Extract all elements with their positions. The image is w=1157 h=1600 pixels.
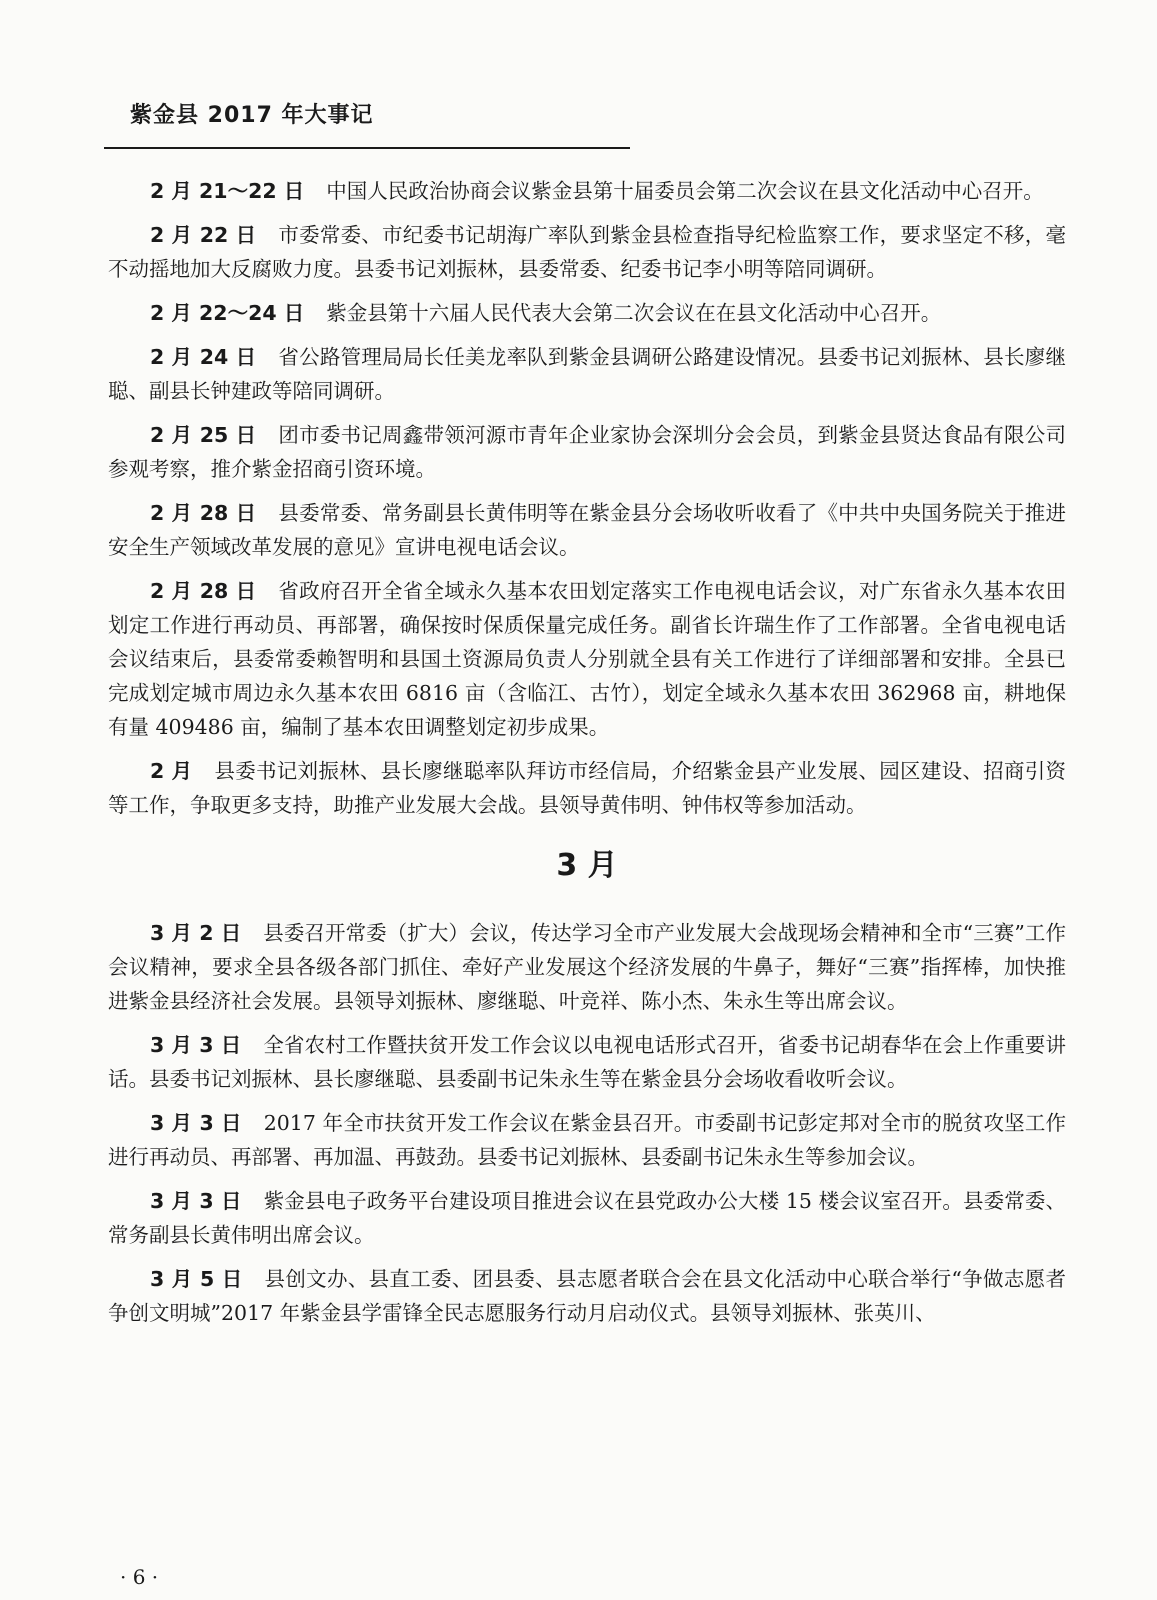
- entry: [108, 1028, 1066, 1096]
- running-header: 紫金县 2017 年大事记: [130, 103, 374, 128]
- entry-text: 县委书记刘振林、县长廖继聪率队拜访市经信局，介绍紫金县产业发展、园区建设、招商引资等工作，争取更多支持，助推产业发展大会战。县领导黄伟明、钟伟权等参加活动。: [108, 759, 1066, 817]
- entry-date: 2 月 24 日: [150, 345, 257, 369]
- entry-text: 县委常委、常务副县长黄伟明等在紫金县分会场收听收看了《中共中央国务院关于推进安全生产领域改革发展的意见》宣讲电视电话会议。: [108, 501, 1067, 559]
- entry: [108, 1262, 1066, 1330]
- page-content: [108, 174, 1066, 1340]
- entry-text: 省政府召开全省全域永久基本农田划定落实工作电视电话会议，对广东省永久基本农田划定工作进行再动员、再部署，确保按时保质保量完成任务。副省长许瑞生作了工作部署。全省电视电话会议结束后，县委常委赖智明和县国土资源局负责人分别就全县有关工作进行了详细部署和安排。全县已完成划定城市周边永久基本农田 6816 亩（含临江、古竹），划定全域永久基本农田 362968 亩，耕地保有量 409486 亩，编制了基本农田调整划定初步成果。: [108, 579, 1067, 739]
- entry: [108, 916, 1066, 1018]
- entry-text: 中国人民政治协商会议紫金县第十届委员会第二次会议在县文化活动中心召开。: [326, 179, 1044, 203]
- entry: [108, 1106, 1066, 1174]
- entry-text: 紫金县第十六届人民代表大会第二次会议在在县文化活动中心召开。: [326, 301, 942, 325]
- entry-date: 2 月 22～24 日: [150, 301, 305, 325]
- entry: [108, 218, 1066, 286]
- entry-date: 3 月 3 日: [150, 1189, 242, 1213]
- header-rule: [104, 147, 630, 149]
- entry-date: 3 月 3 日: [150, 1111, 242, 1135]
- entry-date: 3 月 2 日: [150, 921, 242, 945]
- entry-text: 省公路管理局局长任美龙率队到紫金县调研公路建设情况。县委书记刘振林、县长廖继聪、副县长钟建政等陪同调研。: [108, 345, 1067, 403]
- entry-date: 3 月 5 日: [150, 1267, 243, 1291]
- entry-text: 紫金县电子政务平台建设项目推进会议在县党政办公大楼 15 楼会议室召开。县委常委、常务副县长黄伟明出席会议。: [108, 1189, 1066, 1247]
- entry-date: 2 月 22 日: [150, 223, 257, 247]
- entry: [108, 340, 1066, 408]
- entry-text: 县委召开常委（扩大）会议，传达学习全市产业发展大会战现场会精神和全市“三赛”工作会议精神，要求全县各级各部门抓住、牵好产业发展这个经济发展的牛鼻子，舞好“三赛”指挥棒，加快推进紫金县经济社会发展。县领导刘振林、廖继聪、叶竞祥、陈小杰、朱永生等出席会议。: [108, 921, 1066, 1013]
- entry-date: 2 月 28 日: [150, 501, 257, 525]
- entry-text: 2017 年全市扶贫开发工作会议在紫金县召开。市委副书记彭定邦对全市的脱贫攻坚工作进行再动员、再部署、再加温、再鼓劲。县委书记刘振林、县委副书记朱永生等参加会议。: [108, 1111, 1066, 1169]
- entry: [108, 174, 1066, 208]
- section-title-march: 3 月: [556, 848, 618, 883]
- entry-date: 2 月 28 日: [150, 579, 257, 603]
- entry-date: 3 月 3 日: [150, 1033, 242, 1057]
- entry: [108, 496, 1066, 564]
- entry: [108, 574, 1066, 744]
- entry-date: 2 月 21～22 日: [150, 179, 305, 203]
- entry-text: 全省农村工作暨扶贫开发工作会议以电视电话形式召开，省委书记胡春华在会上作重要讲话。县委书记刘振林、县长廖继聪、县委副书记朱永生等在紫金县分会场收看收听会议。: [108, 1033, 1066, 1091]
- entry: [108, 754, 1066, 822]
- page-number: · 6 ·: [120, 1565, 159, 1589]
- entry: [108, 418, 1066, 486]
- entry: [108, 1184, 1066, 1252]
- entry-date: 2 月 25 日: [150, 423, 257, 447]
- entry: [108, 296, 1066, 330]
- entry-text: 市委常委、市纪委书记胡海广率队到紫金县检查指导纪检监察工作，要求坚定不移，毫不动摇地加大反腐败力度。县委书记刘振林，县委常委、纪委书记李小明等陪同调研。: [108, 223, 1067, 281]
- entry-text: 团市委书记周鑫带领河源市青年企业家协会深圳分会会员，到紫金县贤达食品有限公司参观考察，推介紫金招商引资环境。: [108, 423, 1067, 481]
- entry-text: 县创文办、县直工委、团县委、县志愿者联合会在县文化活动中心联合举行“争做志愿者 争创文明城”2017 年紫金县学雷锋全民志愿服务行动月启动仪式。县领导刘振林、张英川、: [108, 1267, 1066, 1325]
- entry-date: 2 月: [150, 759, 193, 783]
